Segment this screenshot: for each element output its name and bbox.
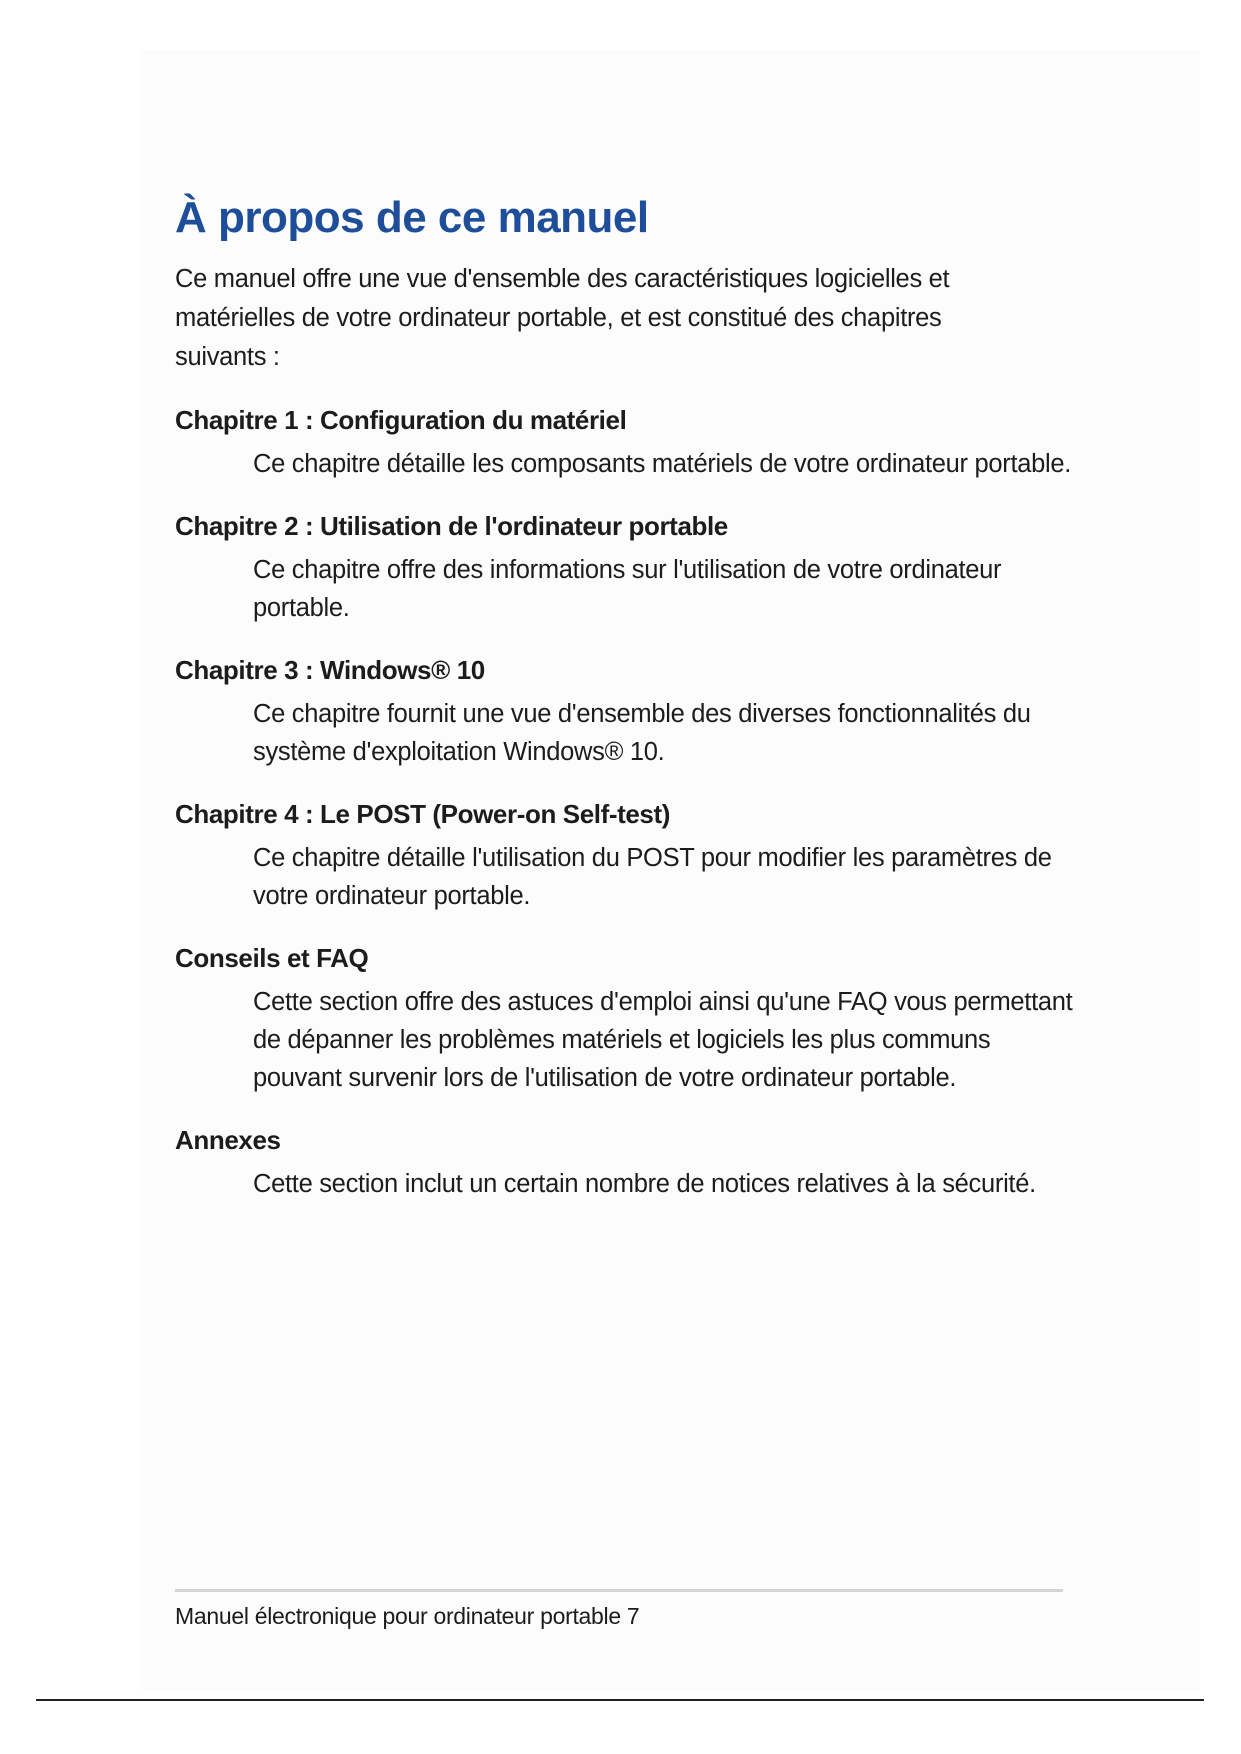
chapter-2-description: Ce chapitre offre des informations sur l'utilisation de votre ordinateur portable. bbox=[253, 556, 1002, 622]
chapter-section bbox=[175, 939, 1075, 1097]
page-title: À propos de ce manuel bbox=[175, 193, 649, 242]
chapter-2-title: Chapitre 2 : Utilisation de l'ordinateur portable bbox=[175, 511, 728, 541]
appendices-description: Cette section inclut un certain nombre de notices relatives à la sécurité. bbox=[253, 1170, 1036, 1198]
tips-faq-title: Conseils et FAQ bbox=[175, 943, 369, 973]
chapter-section bbox=[175, 651, 1075, 771]
chapter-section bbox=[175, 1121, 1075, 1203]
chapter-section bbox=[175, 795, 1075, 915]
tips-faq-description: Cette section offre des astuces d'emploi ainsi qu'une FAQ vous permettant de dépanner les problèmes matériels et logiciels les plus communs pouvant survenir lors de l'utilisation de votre ordinateur portable. bbox=[253, 988, 1073, 1092]
chapter-section bbox=[175, 507, 1075, 627]
intro-paragraph: Ce manuel offre une vue d'ensemble des caractéristiques logicielles et matérielles de votre ordinateur portable, et est constitué des chapitres suivants : bbox=[175, 265, 950, 371]
appendices-title: Annexes bbox=[175, 1125, 281, 1155]
chapter-3-title: Chapitre 3 : Windows® 10 bbox=[175, 655, 485, 685]
chapter-4-title: Chapitre 4 : Le POST (Power-on Self-test) bbox=[175, 799, 670, 829]
chapter-3-description: Ce chapitre fournit une vue d'ensemble des diverses fonctionnalités du système d'exploitation Windows® 10. bbox=[253, 700, 1031, 766]
footer-divider bbox=[175, 1589, 1063, 1592]
manual-content bbox=[175, 190, 1075, 1203]
chapter-section bbox=[175, 401, 1075, 483]
chapter-1-description: Ce chapitre détaille les composants matériels de votre ordinateur portable. bbox=[253, 450, 1072, 478]
chapter-4-description: Ce chapitre détaille l'utilisation du POST pour modifier les paramètres de votre ordinateur portable. bbox=[253, 844, 1052, 910]
chapter-1-title: Chapitre 1 : Configuration du matériel bbox=[175, 405, 627, 435]
page-bottom-divider bbox=[36, 1699, 1204, 1701]
footer-page-label: Manuel électronique pour ordinateur portable 7 bbox=[175, 1603, 640, 1629]
